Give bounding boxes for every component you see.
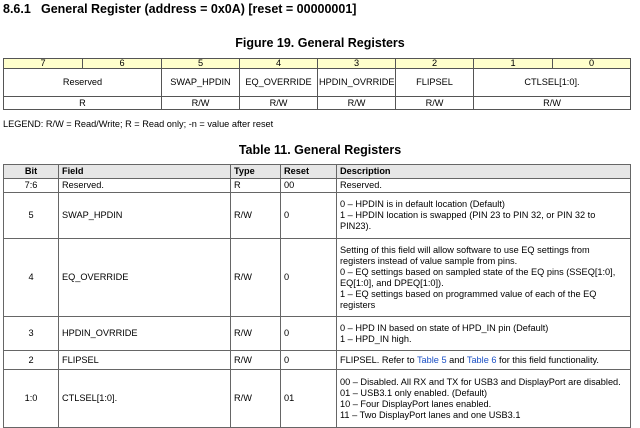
bit-number: 1 bbox=[474, 59, 553, 69]
cell-reset: 0 bbox=[281, 351, 337, 370]
header-description: Description bbox=[337, 165, 631, 179]
section-heading bbox=[3, 2, 356, 16]
register-bit-diagram bbox=[3, 58, 631, 110]
cell-bit: 4 bbox=[4, 239, 59, 317]
header-type: Type bbox=[231, 165, 281, 179]
description-line: 00 – Disabled. All RX and TX for USB3 and DisplayPort are disabled. bbox=[340, 376, 621, 387]
cell-reset: 0 bbox=[281, 239, 337, 317]
cell-type: R bbox=[231, 179, 281, 193]
cell-type: R/W bbox=[231, 317, 281, 351]
field-reserved: Reserved bbox=[4, 69, 162, 97]
field-ctlsel: CTLSEL[1:0]. bbox=[474, 69, 631, 97]
field-name-row bbox=[4, 69, 631, 97]
cell-type: R/W bbox=[231, 193, 281, 239]
table-row bbox=[4, 370, 631, 428]
table-header-row bbox=[4, 165, 631, 179]
header-field: Field bbox=[59, 165, 231, 179]
cell-type: R/W bbox=[231, 351, 281, 370]
bit-number: 0 bbox=[553, 59, 631, 69]
description-line: 10 – Four DisplayPort lanes enabled. bbox=[340, 398, 492, 409]
access-type: R/W bbox=[162, 97, 240, 110]
section-title: General Register (address = 0x0A) [reset = 00000001] bbox=[41, 2, 357, 16]
cell-reset: 0 bbox=[281, 317, 337, 351]
cell-reset: 00 bbox=[281, 179, 337, 193]
cell-description bbox=[337, 193, 631, 239]
cell-type: R/W bbox=[231, 370, 281, 428]
table-row bbox=[4, 239, 631, 317]
table-row bbox=[4, 193, 631, 239]
cell-description bbox=[337, 239, 631, 317]
description-line: Reserved. bbox=[340, 180, 382, 190]
description-text: FLIPSEL. Refer to bbox=[340, 354, 417, 365]
description-text: and bbox=[446, 354, 467, 365]
cell-description bbox=[337, 370, 631, 428]
bit-number: 3 bbox=[318, 59, 396, 69]
cell-field: FLIPSEL bbox=[59, 351, 231, 370]
cell-reset: 0 bbox=[281, 193, 337, 239]
table-row bbox=[4, 317, 631, 351]
access-type: R/W bbox=[240, 97, 318, 110]
cell-reset: 01 bbox=[281, 370, 337, 428]
cell-field: HPDIN_OVRRIDE bbox=[59, 317, 231, 351]
access-type: R/W bbox=[318, 97, 396, 110]
cell-description bbox=[337, 317, 631, 351]
description-line: Setting of this field will allow software to use EQ settings from registers instead of value sample from pins. bbox=[340, 244, 590, 266]
figure-caption: Figure 19. General Registers bbox=[235, 36, 405, 50]
bit-number: 5 bbox=[162, 59, 240, 69]
table-5-link[interactable]: Table 5 bbox=[416, 354, 447, 365]
description-line: 01 – USB3.1 only enabled. (Default) bbox=[340, 387, 488, 398]
cell-field: CTLSEL[1:0]. bbox=[59, 370, 231, 428]
header-bit: Bit bbox=[4, 165, 59, 179]
cell-bit: 3 bbox=[4, 317, 59, 351]
access-type: R bbox=[4, 97, 162, 110]
access-type-row bbox=[4, 97, 631, 110]
table-caption: Table 11. General Registers bbox=[238, 143, 402, 157]
description-line: 0 – HPDIN is in default location (Default) bbox=[340, 199, 505, 209]
access-type: R/W bbox=[474, 97, 631, 110]
bit-number: 7 bbox=[4, 59, 83, 69]
description-line: 0 – HPD IN based on state of HPD_IN pin (Default) bbox=[340, 322, 549, 333]
cell-bit: 7:6 bbox=[4, 179, 59, 193]
table-row bbox=[4, 351, 631, 370]
cell-type: R/W bbox=[231, 239, 281, 317]
description-text: for this field functionality. bbox=[496, 354, 599, 365]
section-number: 8.6.1 bbox=[3, 2, 31, 16]
bit-number: 6 bbox=[83, 59, 162, 69]
table-6-link[interactable]: Table 6 bbox=[466, 354, 497, 365]
header-reset: Reset bbox=[281, 165, 337, 179]
legend: LEGEND: R/W = Read/Write; R = Read only; -n = value after reset bbox=[3, 119, 274, 129]
cell-bit: 1:0 bbox=[4, 370, 59, 428]
field-eq-override: EQ_OVERRIDE bbox=[240, 69, 318, 97]
cell-field: SWAP_HPDIN bbox=[59, 193, 231, 239]
description-line: 1 – EQ settings based on programmed value of each of the EQ registers bbox=[340, 288, 597, 310]
field-flipsel: FLIPSEL bbox=[396, 69, 474, 97]
description-line: 1 – HPD_IN high. bbox=[340, 333, 412, 344]
cell-bit: 2 bbox=[4, 351, 59, 370]
cell-description bbox=[337, 351, 631, 370]
description-line: 1 – HPDIN location is swapped (PIN 23 to PIN 32, or PIN 32 to PIN23). bbox=[340, 210, 596, 231]
description-line: 11 – Two DisplayPort lanes and one USB3.1 bbox=[340, 409, 521, 420]
table-row bbox=[4, 179, 631, 193]
access-type: R/W bbox=[396, 97, 474, 110]
field-hpdin-ovrride: HPDIN_OVRRIDE bbox=[318, 69, 396, 97]
cell-description bbox=[337, 179, 631, 193]
field-swap-hpdin: SWAP_HPDIN bbox=[162, 69, 240, 97]
description-line: 0 – EQ settings based on sampled state of the EQ pins (SSEQ[1:0], EQ[1:0], and DPEQ[1:0]). bbox=[340, 266, 616, 288]
cell-bit: 5 bbox=[4, 193, 59, 239]
cell-field: Reserved. bbox=[59, 179, 231, 193]
bit-number: 4 bbox=[240, 59, 318, 69]
register-description-table bbox=[3, 164, 631, 428]
bit-number-row bbox=[4, 59, 631, 69]
cell-field: EQ_OVERRIDE bbox=[59, 239, 231, 317]
bit-number: 2 bbox=[396, 59, 474, 69]
